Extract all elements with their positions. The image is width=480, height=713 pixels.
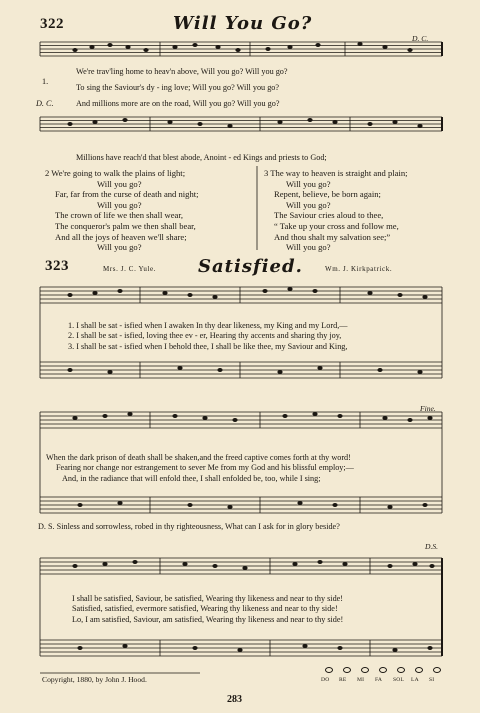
verse-3-line: And thou shalt my salvation see;” [274, 231, 391, 242]
verse-2-line: Will you go? [97, 178, 142, 189]
hymn323-verse-b [46, 453, 354, 484]
solfa-si: SI [429, 677, 435, 683]
author-right: Wm. J. Kirkpatrick. [325, 265, 393, 273]
hymn-title-323: Satisfied. [198, 256, 303, 277]
verse-line: 2. I shall be sat - isfied, loving thee ev - er, Hearing thy accents and sharing thy joy, [68, 331, 342, 341]
verse-3-line: Repent, believe, be born again; [274, 189, 381, 200]
verse-2-block [45, 168, 199, 253]
solfa-do: DO [321, 677, 330, 683]
solfa-shapes [326, 668, 441, 673]
dc-mark-top: D. C. [412, 34, 429, 43]
verse-3-line: Will you go? [286, 178, 331, 189]
solfa-labels [321, 677, 441, 683]
page-number: 283 [227, 694, 242, 705]
verse-3-line: The Saviour cries aloud to thee, [274, 210, 384, 221]
refrain-line: I shall be satisfied, Saviour, be satisfied, Wearing thy likeness and near to thy side! [72, 594, 344, 603]
solfa-fa: FA [375, 677, 383, 683]
verse-line: Fearing nor change nor estrangement to sever Me from my God and his blissful employ;— [56, 463, 354, 473]
refrain-block [72, 594, 343, 625]
verse-2-line: The conqueror's palm we then shall bear, [55, 220, 196, 231]
verse-2-line: Will you go? [97, 242, 142, 253]
solfa-la: LA [411, 677, 419, 683]
verse-3-line: Will you go? [286, 242, 331, 253]
fine-mark: Fine. [420, 404, 436, 413]
hymn322-line2: To sing the Saviour's dy - ing love; Will you go? Will you go? [76, 83, 280, 92]
hymn322-line3: And millions more are on the road, Will you go? Will you go? [76, 99, 280, 108]
verse-3-block [264, 168, 408, 253]
verse-2-line: And all the joys of heaven we'll share; [55, 231, 187, 242]
ds-line: D. S. Sinless and sorrowless, robed in thy righteousness, What can I ask for in glory beside? [38, 522, 340, 531]
verse-3-line: “ Take up your cross and follow me, [274, 220, 399, 231]
hymn322-line4: Millions have reach'd that blest abode, Anoint - ed Kings and priests to God; [76, 153, 327, 162]
solfa-re: RE [339, 677, 347, 683]
refrain-line: Satisfied, satisfied, evermore satisfied, Wearing thy likeness and near to thy side! [72, 604, 338, 614]
notes-322-top [72, 42, 412, 52]
hymn-title-322: Will You Go? [173, 13, 313, 34]
verse-3-line: Will you go? [286, 199, 331, 210]
verse-line: 1. I shall be sat - isfied when I awaken In thy dear likeness, my King and my Lord,— [68, 321, 348, 330]
verse-label-1: 1. [42, 77, 49, 86]
verse-line: 3. I shall be sat - isfied when I behold thee, I shall be like thee, my Saviour and King, [68, 341, 348, 351]
verse-3-line: 3 The way to heaven is straight and plain; [264, 168, 408, 178]
staff-322-bottom [40, 117, 442, 131]
author-left: Mrs. J. C. Yule. [103, 265, 157, 273]
staff-322-top [40, 42, 442, 56]
notes-322-bottom [67, 118, 422, 128]
hymn-number-322: 322 [40, 16, 64, 32]
copyright: Copyright, 1880, by John J. Hood. [42, 675, 147, 684]
verse-line: And, in the radiance that will enfold thee, I shall enfolded be, too, while I sing; [62, 473, 321, 483]
solfa-mi: MI [357, 677, 365, 683]
verse-line: When the dark prison of death shall be shaken,and the freed captive comes forth at thy word! [46, 453, 351, 462]
hymn-number-323: 323 [45, 258, 69, 274]
verse-2-line: Far, far from the curse of death and night; [55, 189, 199, 200]
verse-2-line: The crown of life we then shall wear, [55, 210, 184, 221]
dc-label-left: D. C. [36, 99, 54, 108]
hymn323-verse-a [68, 321, 347, 352]
hymn322-line1: We're trav'ling home to heav'n above, Will you go? Will you go? [76, 67, 288, 76]
solfa-sol: SOL [393, 677, 405, 683]
refrain-line: Lo, I am satisfied, Saviour, am satisfied, Wearing thy likeness and near to thy side! [72, 614, 344, 624]
verse-2-line: Will you go? [97, 199, 142, 210]
ds-mark: D.S. [425, 542, 439, 551]
verse-2-line: 2 We're going to walk the plains of light; [45, 168, 186, 178]
